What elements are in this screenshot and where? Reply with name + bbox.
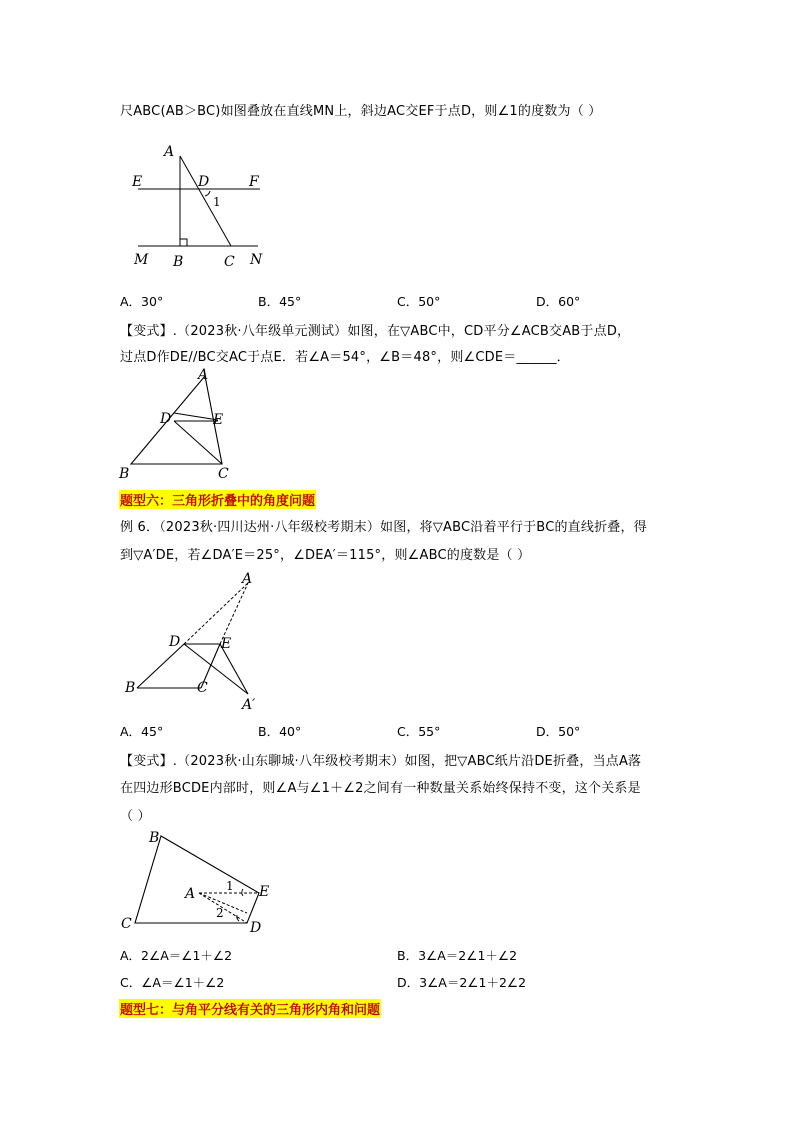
example6-option-a: A．45° <box>120 724 164 739</box>
label-C: C <box>224 254 235 270</box>
label-E: E <box>132 174 143 190</box>
section-heading-6: 题型六：三角形折叠中的角度问题 <box>119 490 316 509</box>
label-C: C <box>218 466 229 482</box>
label-angle-1: 1 <box>226 879 234 893</box>
variant2-line1: 【变式】.（2023秋·山东聊城·八年级校考期末）如图，把▽ABC纸片沿DE折叠，当点A落 <box>120 754 642 769</box>
label-D: D <box>169 634 181 650</box>
label-A: A <box>185 886 196 902</box>
label-N: N <box>250 252 263 268</box>
label-A: A <box>242 571 253 587</box>
example6-option-b: B．40° <box>258 724 302 739</box>
label-E: E <box>213 412 224 428</box>
label-B: B <box>119 466 130 482</box>
variant1-line1: 【变式】.（2023秋·八年级单元测试）如图，在▽ABC中，CD平分∠ACB交AB于点D， <box>120 324 631 339</box>
label-E: E <box>259 884 270 900</box>
option-b: B．45° <box>258 294 302 309</box>
label-D: D <box>160 411 172 427</box>
variant2-option-b: B．3∠A＝2∠1＋∠2 <box>397 948 518 963</box>
option-d: D．60° <box>536 294 581 309</box>
figure-fold-triangle <box>115 568 265 713</box>
variant2-option-d: D．3∠A＝2∠1＋2∠2 <box>397 975 527 990</box>
label-F: F <box>249 174 259 190</box>
label-A: A <box>198 368 209 383</box>
label-angle-2: 2 <box>216 906 224 920</box>
label-C: C <box>121 916 132 932</box>
variant2-option-c: C．∠A＝∠1＋∠2 <box>120 975 225 990</box>
section-heading-7: 题型七：与角平分线有关的三角形内角和问题 <box>119 999 381 1018</box>
variant2-option-a: A．2∠A＝∠1＋∠2 <box>120 948 233 963</box>
label-B: B <box>173 254 184 270</box>
label-E: E <box>221 636 232 652</box>
label-B: B <box>125 680 136 696</box>
option-c: C．50° <box>397 294 441 309</box>
figure-bisector-triangle <box>115 368 245 483</box>
figure-fold-quadrilateral <box>115 828 275 938</box>
label-A: A <box>164 144 175 160</box>
label-A-prime: A′ <box>242 697 256 713</box>
option-a: A．30° <box>120 294 164 309</box>
label-B: B <box>149 830 160 846</box>
label-angle-1: 1 <box>213 195 221 209</box>
figure-parallel-lines <box>128 140 278 270</box>
label-M: M <box>134 252 149 268</box>
variant2-line2: 在四边形BCDE内部时，则∠A与∠1＋∠2之间有一种数量关系始终保持不变，这个关系是 <box>120 781 641 796</box>
variant1-line2: 过点D作DE//BC交AC于点E．若∠A＝54°，∠B＝48°，则∠CDE＝______． <box>120 350 570 365</box>
example6-line1: 例 6．（2023秋·四川达州·八年级校考期末）如图，将▽ABC沿着平行于BC的直线折叠，得 <box>120 520 647 535</box>
label-D: D <box>250 920 262 936</box>
question-text: 尺ABC(AB＞BC)如图叠放在直线MN上，斜边AC交EF于点D，则∠1的度数为（ ） <box>120 104 602 119</box>
example6-option-c: C．55° <box>397 724 441 739</box>
example6-option-d: D．50° <box>536 724 581 739</box>
label-D: D <box>198 174 210 190</box>
label-C: C <box>197 680 208 696</box>
variant2-line3: （ ） <box>120 809 151 824</box>
example6-line2: 到▽A′DE，若∠DA′E＝25°，∠DEA′＝115°，则∠ABC的度数是（ ） <box>120 548 531 563</box>
